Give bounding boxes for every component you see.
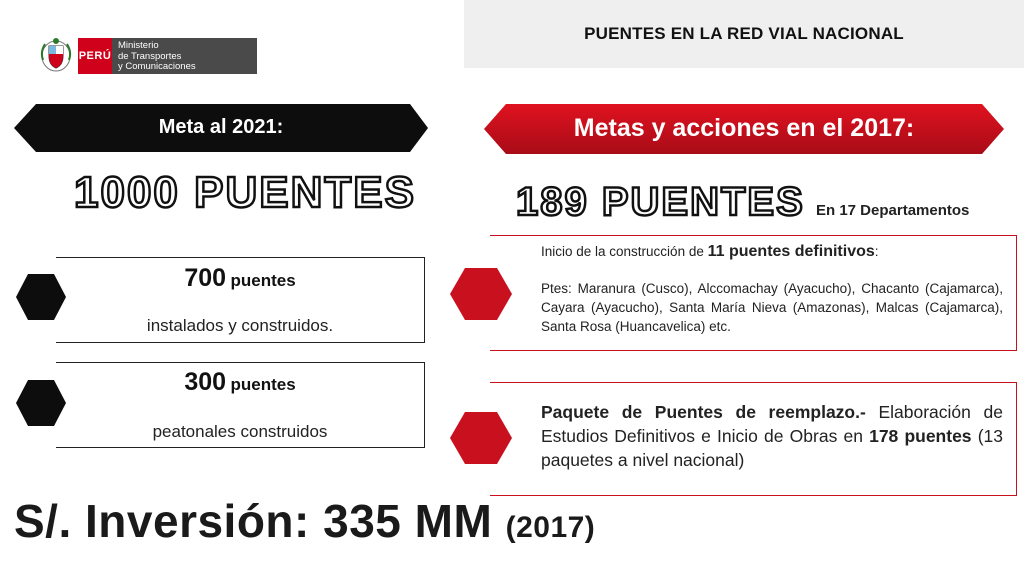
right-item-2-bold-prefix: Paquete de Puentes de reemplazo.-	[541, 402, 866, 422]
left-item-1-description: instalados y construidos.	[146, 316, 334, 335]
departments-note: En 17 Departamentos	[816, 202, 970, 219]
right-hexagon-2	[450, 412, 512, 464]
page-title: PUENTES EN LA RED VIAL NACIONAL	[584, 24, 904, 43]
right-banner-label: Metas y acciones en el 2017:	[573, 114, 915, 142]
right-hexagon-1	[450, 268, 512, 320]
left-item-2-unit: puentes	[230, 375, 296, 394]
header-bar	[464, 0, 1024, 68]
investment-line	[14, 494, 595, 548]
left-banner	[14, 104, 428, 152]
right-item-1-intro	[541, 242, 1003, 261]
right-banner	[484, 104, 1004, 154]
left-item-1-number: 700	[184, 264, 227, 292]
left-item-1-heading	[56, 264, 424, 293]
coat-of-arms-icon	[38, 36, 74, 74]
right-item-2-text-mid: Elaboración de Estudios Definitivos e Inicio de Obras en	[541, 402, 1003, 446]
ministry-line1: Ministerio	[118, 40, 159, 51]
right-item-1-intro-suffix: :	[874, 244, 879, 259]
right-big-title: 189 PUENTES	[516, 180, 805, 224]
investment-main: S/. Inversión: 335 MM	[14, 495, 493, 547]
left-item-1-unit: puentes	[230, 271, 296, 290]
left-item-2-description: peatonales construidos	[152, 422, 328, 441]
right-item-2-text	[541, 400, 1003, 472]
right-item-1-intro-bold: 11 puentes definitivos	[707, 243, 875, 260]
left-item-2-number: 300	[184, 368, 227, 396]
left-item-2-heading	[56, 368, 424, 397]
left-big-title: 1000 PUENTES	[74, 168, 416, 217]
ministry-line2: de Transportes	[118, 50, 182, 62]
right-item-1-intro-prefix: Inicio de la construcción de	[541, 244, 704, 259]
ministry-name	[112, 38, 257, 74]
right-item-1-details: Ptes: Maranura (Cusco), Alccomachay (Ayacucho), Chacanto (Cajamarca), Cayara (Ayacucho), Santa María Nieva (Amazonas), Malcas (Cajamarca), Santa Rosa (Huancavelica) etc.	[541, 281, 1003, 334]
right-item-2-bold-num: 178 puentes	[869, 426, 972, 446]
left-banner-label: Meta al 2021:	[158, 116, 284, 138]
right-item-2-text-end: (13 paquetes a nivel nacional)	[541, 426, 1003, 470]
investment-year: (2017)	[505, 511, 596, 544]
peru-wordmark: PERÚ	[78, 38, 112, 74]
ministry-line3: y Comunicaciones	[118, 61, 196, 72]
